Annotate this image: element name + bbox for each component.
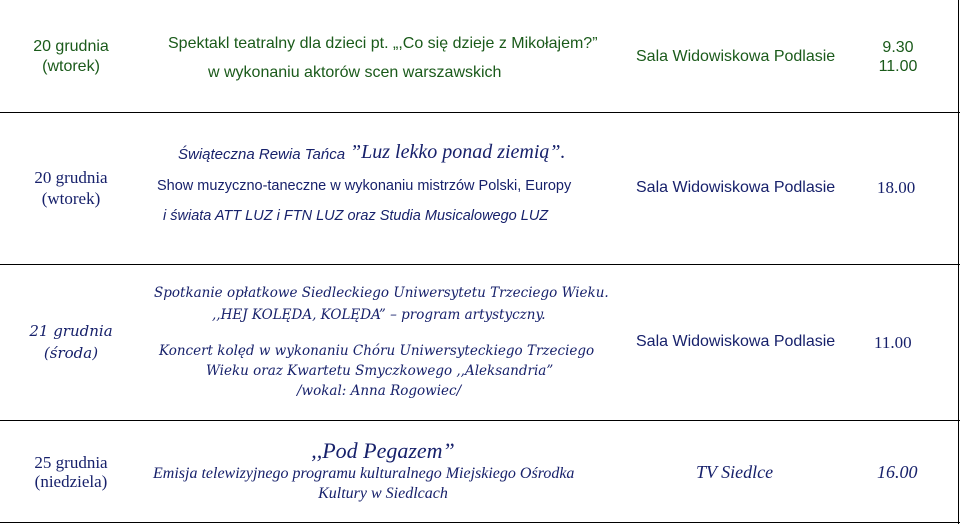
event-time: 11.00 xyxy=(878,58,918,75)
event-day: (wtorek) xyxy=(41,189,101,208)
event-venue: TV Siedlce xyxy=(696,462,774,482)
event-time: 9.30 xyxy=(882,39,914,56)
event-venue: Sala Widowiskowa Podlasie xyxy=(636,179,836,196)
event-time: 16.00 xyxy=(877,462,918,482)
event-venue: Sala Widowiskowa Podlasie xyxy=(636,48,836,65)
bottom-border xyxy=(0,522,960,523)
event-day: (niedziela) xyxy=(34,472,108,491)
event-description: Kultury w Siedlcach xyxy=(318,485,448,502)
event-description: Emisja telewizyjnego programu kulturalnego Miejskiego Ośrodka xyxy=(153,465,575,482)
right-border xyxy=(958,0,959,524)
event-date: 20 grudnia xyxy=(34,168,108,187)
event-description: Show muzyczno-taneczne w wykonaniu mistrzów Polski, Europy xyxy=(157,178,572,194)
event-program: ,,HEJ KOLĘDA, KOLĘDA” – program artystyczny. xyxy=(212,307,546,323)
event-time: 11.00 xyxy=(874,333,912,352)
event-description: Spotkanie opłatkowe Siedleckiego Uniwersytetu Trzeciego Wieku. xyxy=(154,285,609,301)
event-day: (wtorek) xyxy=(42,58,100,75)
event-venue: Sala Widowiskowa Podlasie xyxy=(636,333,836,350)
row-divider-1 xyxy=(0,112,960,113)
event-date: 21 grudnia xyxy=(29,322,113,340)
event-performer: /wokal: Anna Rogowiec/ xyxy=(297,383,462,399)
row-divider-2 xyxy=(0,264,960,265)
event-description: i świata ATT LUZ i FTN LUZ oraz Studia Musicalowego LUZ xyxy=(163,208,549,224)
event-time: 18.00 xyxy=(877,178,916,197)
event-day: (środa) xyxy=(43,344,99,362)
row-divider-3 xyxy=(0,420,960,421)
event-title: Spektakl teatralny dla dzieci pt. „,Co się dzieje z Mikołajem?” xyxy=(168,35,598,52)
event-date: 20 grudnia xyxy=(33,38,109,55)
event-title: ,,Pod Pegazem” xyxy=(311,438,455,463)
event-title: ”Luz lekko ponad ziemią”. xyxy=(350,141,566,163)
event-date: 25 grudnia xyxy=(34,453,108,472)
event-description: Wieku oraz Kwartetu Smyczkowego ,,Aleksandria” xyxy=(206,363,554,379)
event-title-prefix: Świąteczna Rewia Tańca xyxy=(178,146,346,163)
event-description: Koncert kolęd w wykonaniu Chóru Uniwersyteckiego Trzeciego xyxy=(159,343,595,359)
event-subtitle: w wykonaniu aktorów scen warszawskich xyxy=(208,64,502,81)
